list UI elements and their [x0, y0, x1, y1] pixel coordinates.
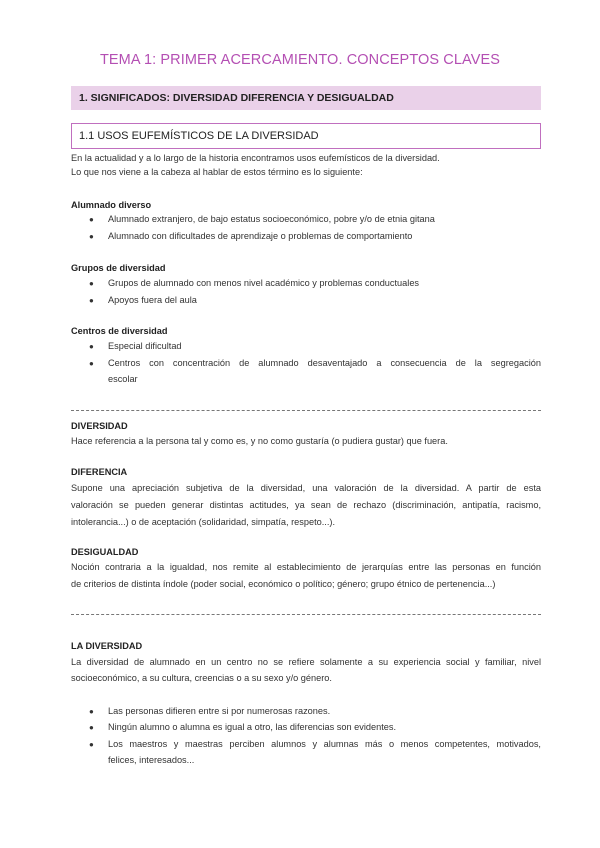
intro-line-2: Lo que nos viene a la cabeza al hablar de estos término es lo siguiente: [71, 167, 363, 177]
definition-text-diferencia: Supone una apreciación subjetiva de la diversidad, una valoración de la diversidad. A partir de esta [71, 483, 541, 493]
definition-heading-desigualdad: DESIGUALDAD [71, 547, 139, 557]
group-heading-centros-de-diversidad: Centros de diversidad [71, 326, 168, 336]
definition-text-diferencia: intolerancia...) o de aceptación (solidaridad, simpatía, respeto...). [71, 517, 336, 527]
definition-text-diferencia: valoración se pueden generar distintas actitudes, ya sean de rechazo (discriminación, antipatía, racismo, [71, 500, 541, 510]
group-heading-grupos-de-diversidad: Grupos de diversidad [71, 263, 166, 273]
la-diversidad-text: socioeconómico, a su cultura, creencias o a su sexo y/o género. [71, 673, 332, 683]
section-heading-1: 1. SIGNIFICADOS: DIVERSIDAD DIFERENCIA Y DESIGUALDAD [71, 86, 541, 110]
bullet-icon: ● [89, 279, 94, 288]
list-item: Alumnado extranjero, de bajo estatus socioeconómico, pobre y/o de etnia gitana [108, 214, 435, 224]
list-item: Especial dificultad [108, 341, 182, 351]
definition-heading-diferencia: DIFERENCIA [71, 467, 128, 477]
page-title: TEMA 1: PRIMER ACERCAMIENTO. CONCEPTOS CLAVES [99, 52, 501, 68]
list-item: Alumnado con dificultades de aprendizaje o problemas de comportamiento [108, 231, 413, 241]
definition-text-desigualdad: de criterios de distinta índole (poder social, económico o político; género; grupo étnico de pertenencia...) [71, 579, 496, 589]
definition-heading-diversidad: DIVERSIDAD [71, 421, 128, 431]
dashed-divider [71, 614, 541, 615]
intro-line-1: En la actualidad y a lo largo de la historia encontramos usos eufemísticos de la diversidad. [71, 153, 440, 163]
list-item: Las personas difieren entre si por numerosas razones. [108, 706, 331, 716]
list-item: Ningún alumno o alumna es igual a otro, las diferencias son evidentes. [108, 722, 397, 732]
bullet-icon: ● [89, 342, 94, 351]
group-heading-alumnado-diverso: Alumnado diverso [71, 200, 152, 210]
list-item-continuation: escolar [108, 374, 138, 384]
bullet-icon: ● [89, 359, 94, 368]
definition-text-diversidad: Hace referencia a la persona tal y como es, y no como gustaría (o pudiera gustar) que fuera. [71, 436, 448, 446]
bullet-icon: ● [89, 723, 94, 732]
bullet-icon: ● [89, 296, 94, 305]
list-item: Grupos de alumnado con menos nivel académico y problemas conductuales [108, 278, 420, 288]
list-item: Centros con concentración de alumnado desaventajado a consecuencia de la segregación [108, 358, 541, 368]
bullet-icon: ● [89, 707, 94, 716]
la-diversidad-text: La diversidad de alumnado en un centro no se refiere solamente a su experiencia social y familiar, nivel [71, 657, 541, 667]
list-item: Los maestros y maestras perciben alumnos y alumnas más o menos competentes, motivados, [108, 739, 541, 749]
list-item-continuation: felices, interesados... [108, 755, 195, 765]
bullet-icon: ● [89, 215, 94, 224]
dashed-divider [71, 410, 541, 411]
bullet-icon: ● [89, 740, 94, 749]
section-heading-1-1: 1.1 USOS EUFEMÍSTICOS DE LA DIVERSIDAD [71, 123, 541, 149]
list-item: Apoyos fuera del aula [108, 295, 197, 305]
la-diversidad-heading: LA DIVERSIDAD [71, 641, 143, 651]
bullet-icon: ● [89, 232, 94, 241]
definition-text-desigualdad: Noción contraria a la igualdad, nos remite al establecimiento de jerarquías entre las personas en función [71, 562, 541, 572]
